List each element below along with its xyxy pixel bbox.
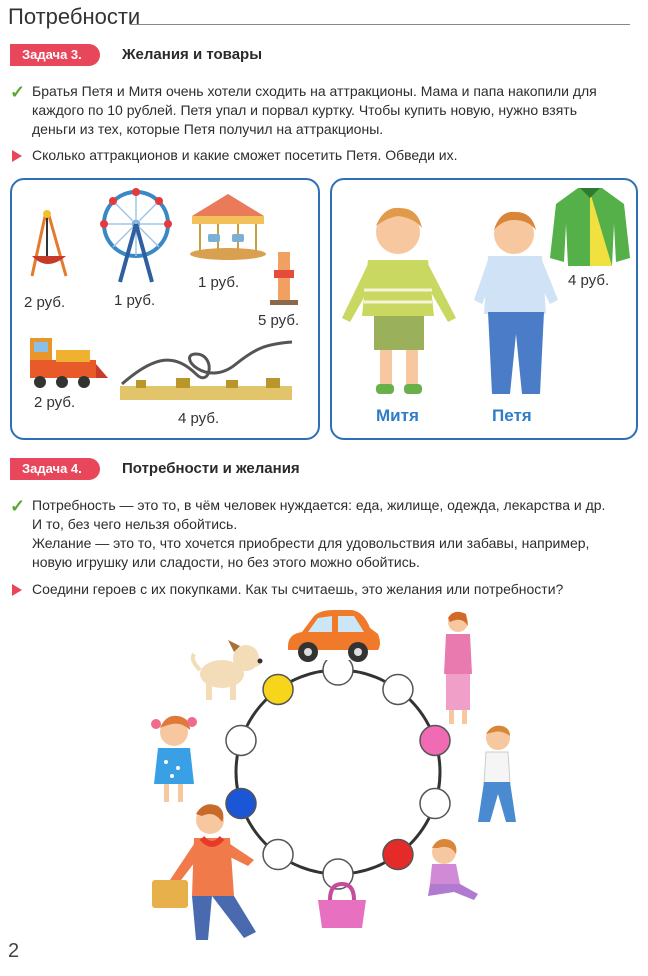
boy-figure[interactable] xyxy=(468,722,526,830)
task3-text-line: деньги из тех, которые Петя получил на аттракционы. xyxy=(32,121,384,137)
task3-badge: Задача 3. xyxy=(10,44,100,66)
task4-title: Потребности и желания xyxy=(122,460,300,477)
price-coaster: 4 руб. xyxy=(178,410,220,427)
check-icon: ✓ xyxy=(10,496,26,516)
drop-tower-icon[interactable] xyxy=(264,250,304,306)
task3-text-line: каждого по 10 рублей. Петя упал и порвал куртку. Чтобы купить новую, нужно взять xyxy=(32,102,578,118)
matching-dot[interactable] xyxy=(420,789,450,819)
task4-text xyxy=(32,496,644,572)
mitya-figure[interactable] xyxy=(334,200,464,400)
task4-text-line: Желание — это то, что хочется приобрести для удовольствия или забавы, например, xyxy=(32,535,590,551)
carousel-icon[interactable] xyxy=(188,190,268,264)
car-icon[interactable] xyxy=(280,604,384,670)
task3-title: Желания и товары xyxy=(122,46,263,63)
ferris-wheel-icon[interactable] xyxy=(96,186,176,286)
price-carousel: 1 руб. xyxy=(198,274,240,291)
dog-icon[interactable] xyxy=(188,634,270,704)
price-pendulum: 2 руб. xyxy=(24,294,66,311)
price-tower: 5 руб. xyxy=(258,312,300,329)
bullet-triangle-icon xyxy=(12,150,22,162)
task4-text-line: новую игрушку или сладости, но без этого можно обойтись. xyxy=(32,554,420,570)
bullet-triangle-icon xyxy=(12,584,22,596)
task4-badge: Задача 4. xyxy=(10,458,100,480)
header-rule xyxy=(130,24,630,25)
woman-figure[interactable] xyxy=(436,608,480,728)
matching-dot[interactable] xyxy=(383,840,413,870)
task3-text-line: Братья Петя и Митя очень хотели сходить на аттракционы. Мама и папа накопили для xyxy=(32,83,597,99)
task4-text-line: И то, без чего нельзя обойтись. xyxy=(32,516,238,532)
girl-figure[interactable] xyxy=(144,710,206,808)
jacket-icon[interactable] xyxy=(548,184,632,270)
task4-question: Соедини героев с их покупками. Как ты считаешь, это желания или потребности? xyxy=(32,581,564,597)
matching-dot[interactable] xyxy=(226,725,256,755)
task4-text-line: Потребность — это то, в чём человек нуждается: еда, жилище, одежда, лекарства и др. xyxy=(32,497,606,513)
handbag-icon[interactable] xyxy=(314,880,370,932)
task3-question: Сколько аттракционов и какие сможет посетить Петя. Обведи их. xyxy=(32,147,458,163)
price-train: 2 руб. xyxy=(34,394,76,411)
matching-dot[interactable] xyxy=(420,725,450,755)
page-header-title: Потребности xyxy=(8,4,141,29)
price-jacket: 4 руб. xyxy=(568,272,610,289)
train-ride-icon[interactable] xyxy=(20,334,110,390)
name-mitya: Митя xyxy=(376,406,419,425)
check-icon: ✓ xyxy=(10,82,26,102)
matching-dot[interactable] xyxy=(383,674,413,704)
price-wheel: 1 руб. xyxy=(114,292,156,309)
roller-coaster-icon[interactable] xyxy=(116,334,296,404)
page-number: 2 xyxy=(8,940,20,962)
pendulum-ride-icon[interactable] xyxy=(26,206,86,286)
man-figure[interactable] xyxy=(136,800,276,950)
sitting-girl-figure[interactable] xyxy=(420,836,482,904)
name-petya: Петя xyxy=(492,406,532,425)
task3-text xyxy=(32,82,642,139)
